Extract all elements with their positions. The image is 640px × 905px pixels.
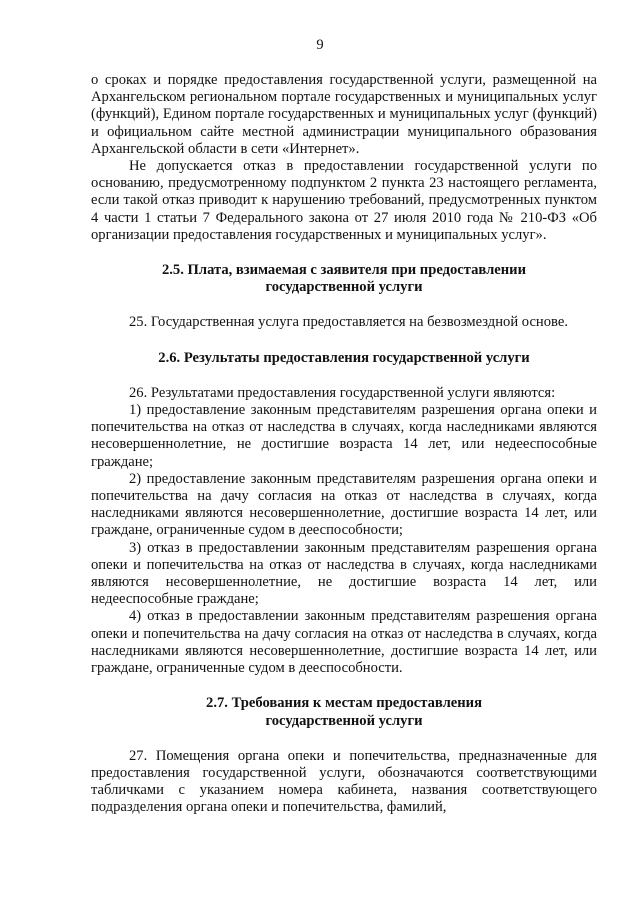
section-heading-2-7-line1: 2.7. Требования к местам предоставления [206, 695, 482, 712]
section-heading-2-7-line2: государственной услуги [265, 712, 423, 729]
section-heading-2-5 [91, 262, 597, 296]
section-heading-2-5-line2: государственной услуги [265, 279, 423, 296]
document-body [91, 72, 597, 817]
paragraph-26: 26. Результатами предоставления государственной услуги являются: [129, 384, 556, 401]
list-item-3: 3) отказ в предоставлении законным представителям разрешения органа опеки и попечительства на отказ от наследства в случаях, когда наследниками являются несовершеннолетние, не достигшие возраста 14 лет, или недееспособные граждане; [91, 539, 597, 608]
section-heading-2-5-line1: 2.5. Плата, взимаемая с заявителя при предоставлении [161, 262, 526, 279]
list-item-4: 4) отказ в предоставлении законным представителям разрешения органа опеки и попечительства на дачу согласия на отказ от наследства в случаях, когда наследниками являются несовершеннолетние, достигшие возраста 14 лет, или граждане, ограниченные судом в дееспособности. [91, 608, 597, 677]
page-number: 9 [316, 37, 324, 53]
paragraph-27: 27. Помещения органа опеки и попечительства, предназначенные для предоставления государственной услуги, обозначаются соответствующими табличками с указанием номера кабинета, названия соответствующего подразделения органа опеки и попечительства, фамилий, [91, 747, 597, 816]
list-item-2: 2) предоставление законным представителям разрешения органа опеки и попечительства на дачу согласия на отказ от наследства в случаях, когда наследниками являются несовершеннолетние, достигшие возраста 14 лет, или граждане, ограниченные судом в дееспособности; [91, 470, 597, 539]
paragraph-refusal-restriction: Не допускается отказ в предоставлении государственной услуги по основанию, предусмотренному подпунктом 2 пункта 23 настоящего регламента, если такой отказ приводит к нарушению требований, предусмотренных пунктом 4 части 1 статьи 7 Федерального закона от 27 июля 2010 года № 210-ФЗ «Об организации предоставления государственных и муниципальных услуг». [91, 158, 597, 243]
paragraph-25: 25. Государственная услуга предоставляется на безвозмездной основе. [129, 314, 568, 331]
list-item-1: 1) предоставление законным представителям разрешения органа опеки и попечительства на отказ от наследства в случаях, когда наследниками являются несовершеннолетние, не достигшие возраста 14 лет, или недееспособные граждане; [91, 402, 597, 470]
paragraph-continuation: о сроках и порядке предоставления государственной услуги, размещенной на Архангельском региональном портале государственных и муниципальных услуг (функций), Едином портале государственных и муниципальных услуг (функций) и официальном сайте местной администрации муниципального образования Архангельской области в сети «Интернет». [91, 72, 597, 157]
section-heading-2-7 [91, 695, 597, 729]
section-heading-2-6: 2.6. Результаты предоставления государственной услуги [158, 349, 530, 366]
